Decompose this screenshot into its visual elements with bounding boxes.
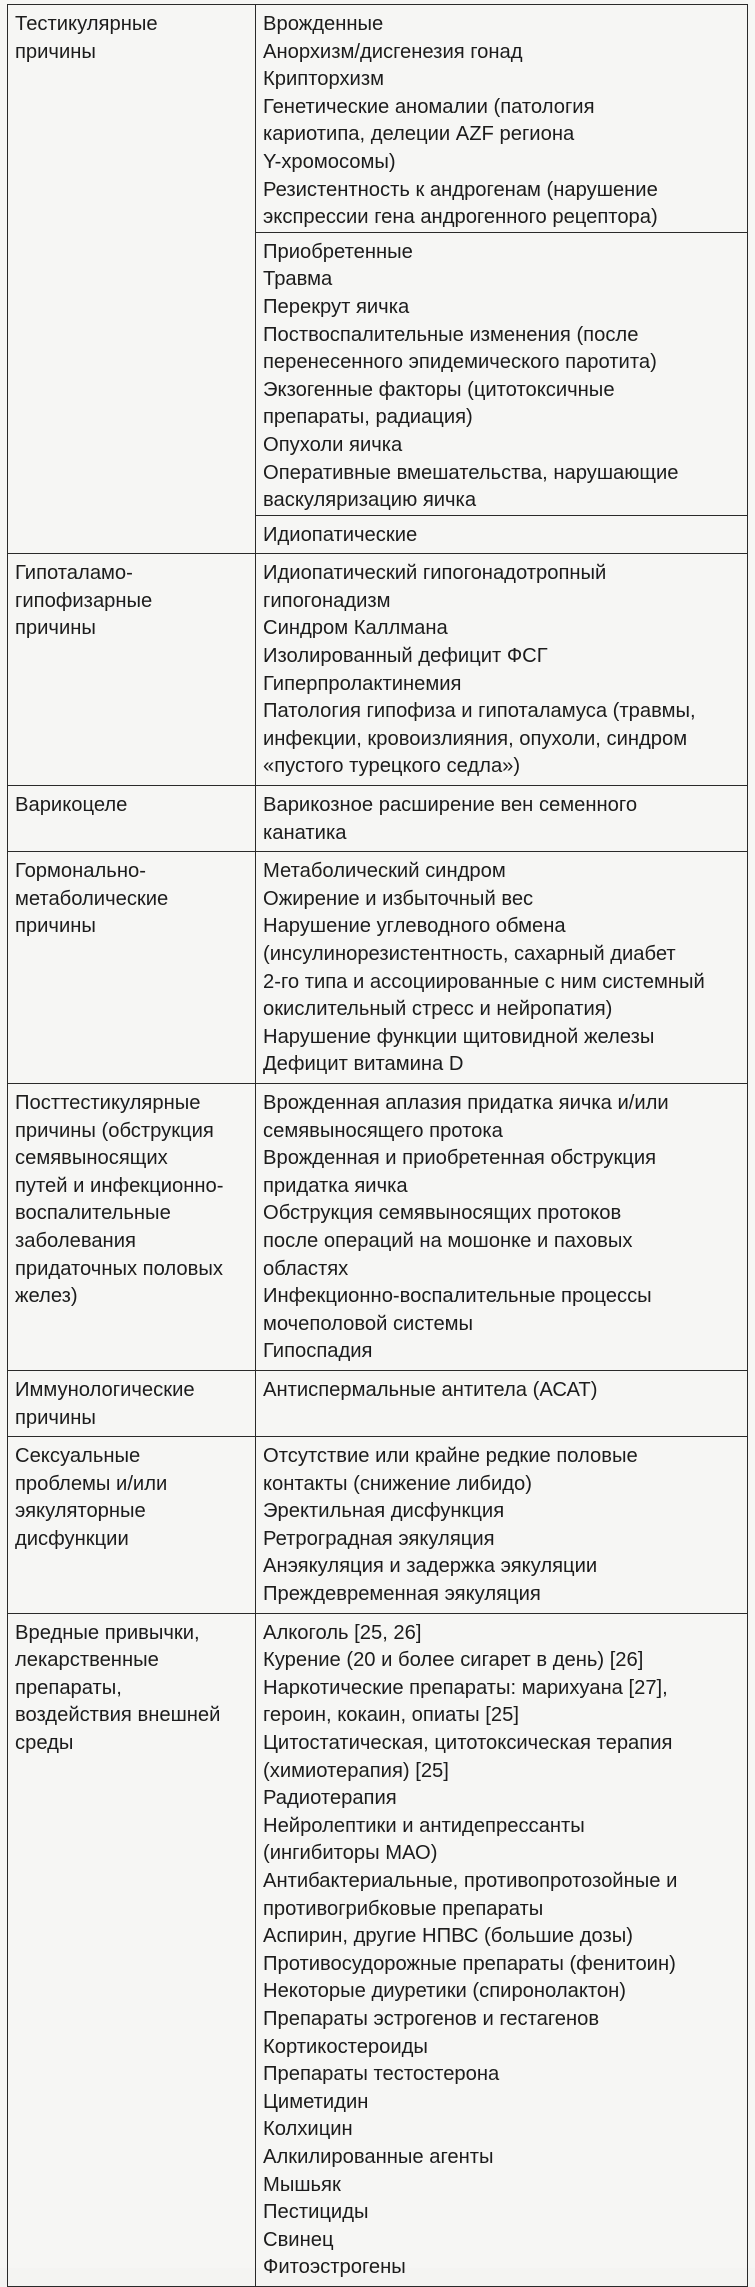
cause-line: после операций на мошонке и паховых <box>263 1229 633 1252</box>
cause-line: Генетические аномалии (патология <box>263 95 595 118</box>
cause-line: Травма <box>263 268 333 291</box>
table-row <box>8 786 748 852</box>
cause-line: Ожирение и избыточный вес <box>263 887 534 910</box>
category-line: Гипоталамо- <box>15 562 133 585</box>
cause-line: Экзогенные факторы (цитотоксичные <box>263 378 615 401</box>
causes-cell <box>256 1083 748 1370</box>
category-line: Сексуальные <box>15 1445 141 1468</box>
cause-line: (инсулинорезистентность, сахарный диабет <box>263 943 676 965</box>
cause-line: Анорхизм/дисгенезия гонад <box>263 40 523 63</box>
category-cell <box>8 786 256 852</box>
cause-line: придатка яичка <box>263 1174 408 1197</box>
cause-line: Врожденные <box>263 13 384 35</box>
cause-line: Гиперпролактинемия <box>263 672 462 695</box>
category-line: причины (обструкция <box>15 1119 214 1142</box>
cause-line: противогрибковые препараты <box>263 1897 544 1920</box>
category-cell <box>8 1437 256 1614</box>
cause-line: Фитоэстрогены <box>263 2256 406 2279</box>
cause-group <box>255 232 747 515</box>
cause-line: Антибактериальные, противопротозойные и <box>263 1870 678 1892</box>
cause-group <box>255 792 747 847</box>
table-row <box>8 1083 748 1370</box>
category-line: придаточных половых <box>15 1257 223 1280</box>
cause-group <box>255 1443 747 1609</box>
cause-line: Нарушение углеводного обмена <box>263 915 566 938</box>
cause-line: Крипторхизм <box>263 68 384 91</box>
category-line: Варикоцеле <box>15 794 128 817</box>
cause-line: Перекрут яичка <box>263 295 410 318</box>
table-body <box>8 5 748 2287</box>
category-line: причины <box>15 1406 96 1429</box>
cause-line: Гипоспадия <box>263 1340 373 1363</box>
cause-line: Эректильная дисфункция <box>263 1500 505 1523</box>
cause-line: Приобретенные <box>263 240 413 263</box>
cause-line: Некоторые диуретики (спиронолактон) <box>263 1980 627 2003</box>
cause-line: 2-го типа и ассоциированные с ним системный <box>263 970 705 993</box>
causes-cell <box>256 1370 748 1436</box>
causes-cell <box>256 5 748 554</box>
category-line: Вредные привычки, <box>15 1621 200 1644</box>
cause-line: Аспирин, другие НПВС (большие дозы) <box>263 1925 633 1948</box>
cause-line: Отсутствие или крайне редкие половые <box>263 1445 638 1468</box>
cause-line: Метаболический синдром <box>263 860 506 883</box>
cause-group <box>255 1620 747 2282</box>
category-line: дисфункции <box>15 1527 129 1550</box>
cause-line: Препараты тестостерона <box>263 2063 500 2086</box>
category-line: Тестикулярные <box>15 13 158 35</box>
category-cell <box>8 852 256 1084</box>
category-cell <box>8 1370 256 1436</box>
cause-line: Патология гипофиза и гипоталамуса (травмы, <box>263 700 696 723</box>
cause-line: перенесенного эпидемического паротита) <box>263 351 657 374</box>
cause-line: Оперативные вмешательства, нарушающие <box>263 461 679 484</box>
causes-cell <box>256 852 748 1084</box>
cause-line: кариотипа, делеции AZF региона <box>263 123 575 146</box>
cause-group <box>255 1377 747 1405</box>
cause-group <box>255 858 747 1079</box>
cause-line: областях <box>263 1257 349 1280</box>
cause-line: мочеполовой системы <box>263 1312 474 1335</box>
category-line: гипофизарные <box>15 589 153 612</box>
cause-group <box>255 11 747 232</box>
cause-group <box>255 560 747 781</box>
cause-line: Препараты эстрогенов и гестагенов <box>263 2007 600 2030</box>
cause-line: Изолированный дефицит ФСГ <box>263 645 548 668</box>
cause-line: (химиотерапия) [25] <box>263 1759 449 1782</box>
cause-line: окислительный стресс и нейропатия) <box>263 998 613 1021</box>
category-line: метаболические <box>15 887 169 910</box>
category-line: препараты, <box>15 1676 122 1699</box>
category-line: Иммунологические <box>15 1378 195 1401</box>
table-row <box>8 852 748 1084</box>
cause-line: гипогонадизм <box>263 589 391 612</box>
category-line: Гормонально- <box>15 860 146 883</box>
cause-line: Цитостатическая, цитотоксическая терапия <box>263 1732 673 1755</box>
cause-line: Нарушение функции щитовидной железы <box>263 1025 655 1048</box>
cause-line: Дефицит витамина D <box>263 1053 464 1076</box>
cause-line: Антиспермальные антитела (АСАТ) <box>263 1378 598 1401</box>
cause-line: инфекции, кровоизлияния, опухоли, синдром <box>263 727 688 750</box>
table-row <box>8 5 748 554</box>
category-line: Посттестикулярные <box>15 1091 201 1114</box>
category-line: проблемы и/или <box>15 1472 168 1495</box>
cause-line: Синдром Каллмана <box>263 617 448 640</box>
category-line: среды <box>15 1732 74 1755</box>
category-line: семявыносящих <box>15 1147 168 1170</box>
causes-cell <box>256 1613 748 2286</box>
cause-group <box>255 515 747 550</box>
causes-cell <box>256 554 748 786</box>
category-cell <box>8 554 256 786</box>
cause-line: Свинец <box>263 2228 334 2251</box>
cause-line: Алкоголь [25, 26] <box>263 1621 422 1644</box>
category-line: воздействия внешней <box>15 1704 221 1727</box>
category-line: заболевания <box>15 1229 136 1252</box>
cause-line: Анэякуляция и задержка эякуляции <box>263 1555 598 1578</box>
cause-line: (ингибиторы МАО) <box>263 1842 438 1865</box>
cause-line: Нейролептики и антидепрессанты <box>263 1814 585 1837</box>
cause-line: Резистентность к андрогенам (нарушение <box>263 178 658 201</box>
cause-line: Курение (20 и более сигарет в день) [26] <box>263 1649 644 1672</box>
cause-line: Циметидин <box>263 2090 369 2113</box>
cause-line: Пестициды <box>263 2201 369 2224</box>
category-line: причины <box>15 40 96 63</box>
cause-line: семявыносящего протока <box>263 1119 503 1142</box>
cause-line: Кортикостероиды <box>263 2035 428 2058</box>
cause-line: Y-хромосомы) <box>263 150 396 173</box>
category-line: причины <box>15 617 96 640</box>
cause-line: экспрессии гена андрогенного рецептора) <box>263 206 658 229</box>
category-line: причины <box>15 915 96 938</box>
table-row <box>8 554 748 786</box>
causes-cell <box>256 786 748 852</box>
cause-line: Инфекционно-воспалительные процессы <box>263 1285 652 1308</box>
category-line: желез) <box>15 1285 78 1308</box>
category-line: эякуляторные <box>15 1500 146 1523</box>
cause-line: Варикозное расширение вен семенного <box>263 794 638 817</box>
category-cell <box>8 5 256 554</box>
cause-line: Врожденная и приобретенная обструкция <box>263 1147 657 1170</box>
cause-line: Алкилированные агенты <box>263 2145 494 2168</box>
category-line: лекарственные <box>15 1649 159 1672</box>
cause-group <box>255 1090 747 1366</box>
category-line: путей и инфекционно- <box>15 1174 224 1197</box>
category-cell <box>8 1083 256 1370</box>
causes-cell <box>256 1437 748 1614</box>
causes-table <box>7 4 748 2287</box>
cause-line: Преждевременная эякуляция <box>263 1583 541 1606</box>
cause-line: Идиопатический гипогонадотропный <box>263 562 607 585</box>
table-row <box>8 1613 748 2286</box>
cause-line: васкуляризацию яичка <box>263 489 477 512</box>
table-row <box>8 1437 748 1614</box>
cause-line: Наркотические препараты: марихуана [27], <box>263 1676 668 1699</box>
cause-line: «пустого турецкого седла») <box>263 755 521 778</box>
cause-line: Ретроградная эякуляция <box>263 1527 495 1550</box>
cause-line: контакты (снижение либидо) <box>263 1472 532 1495</box>
cause-line: Идиопатические <box>263 523 418 546</box>
cause-line: Обструкция семявыносящих протоков <box>263 1202 622 1225</box>
category-cell <box>8 1613 256 2286</box>
cause-line: Поствоспалительные изменения (после <box>263 323 639 346</box>
cause-line: героин, кокаин, опиаты [25] <box>263 1704 519 1727</box>
cause-line: препараты, радиация) <box>263 406 473 429</box>
cause-line: Радиотерапия <box>263 1787 397 1810</box>
cause-line: Опухоли яичка <box>263 433 403 456</box>
cause-line: Мышьяк <box>263 2173 341 2196</box>
cause-line: Противосудорожные препараты (фенитоин) <box>263 1952 676 1975</box>
cause-line: Колхицин <box>263 2118 353 2141</box>
table-row <box>8 1370 748 1436</box>
cause-line: Врожденная аплазия придатка яичка и/или <box>263 1091 669 1114</box>
category-line: воспалительные <box>15 1202 171 1225</box>
cause-line: канатика <box>263 821 347 844</box>
